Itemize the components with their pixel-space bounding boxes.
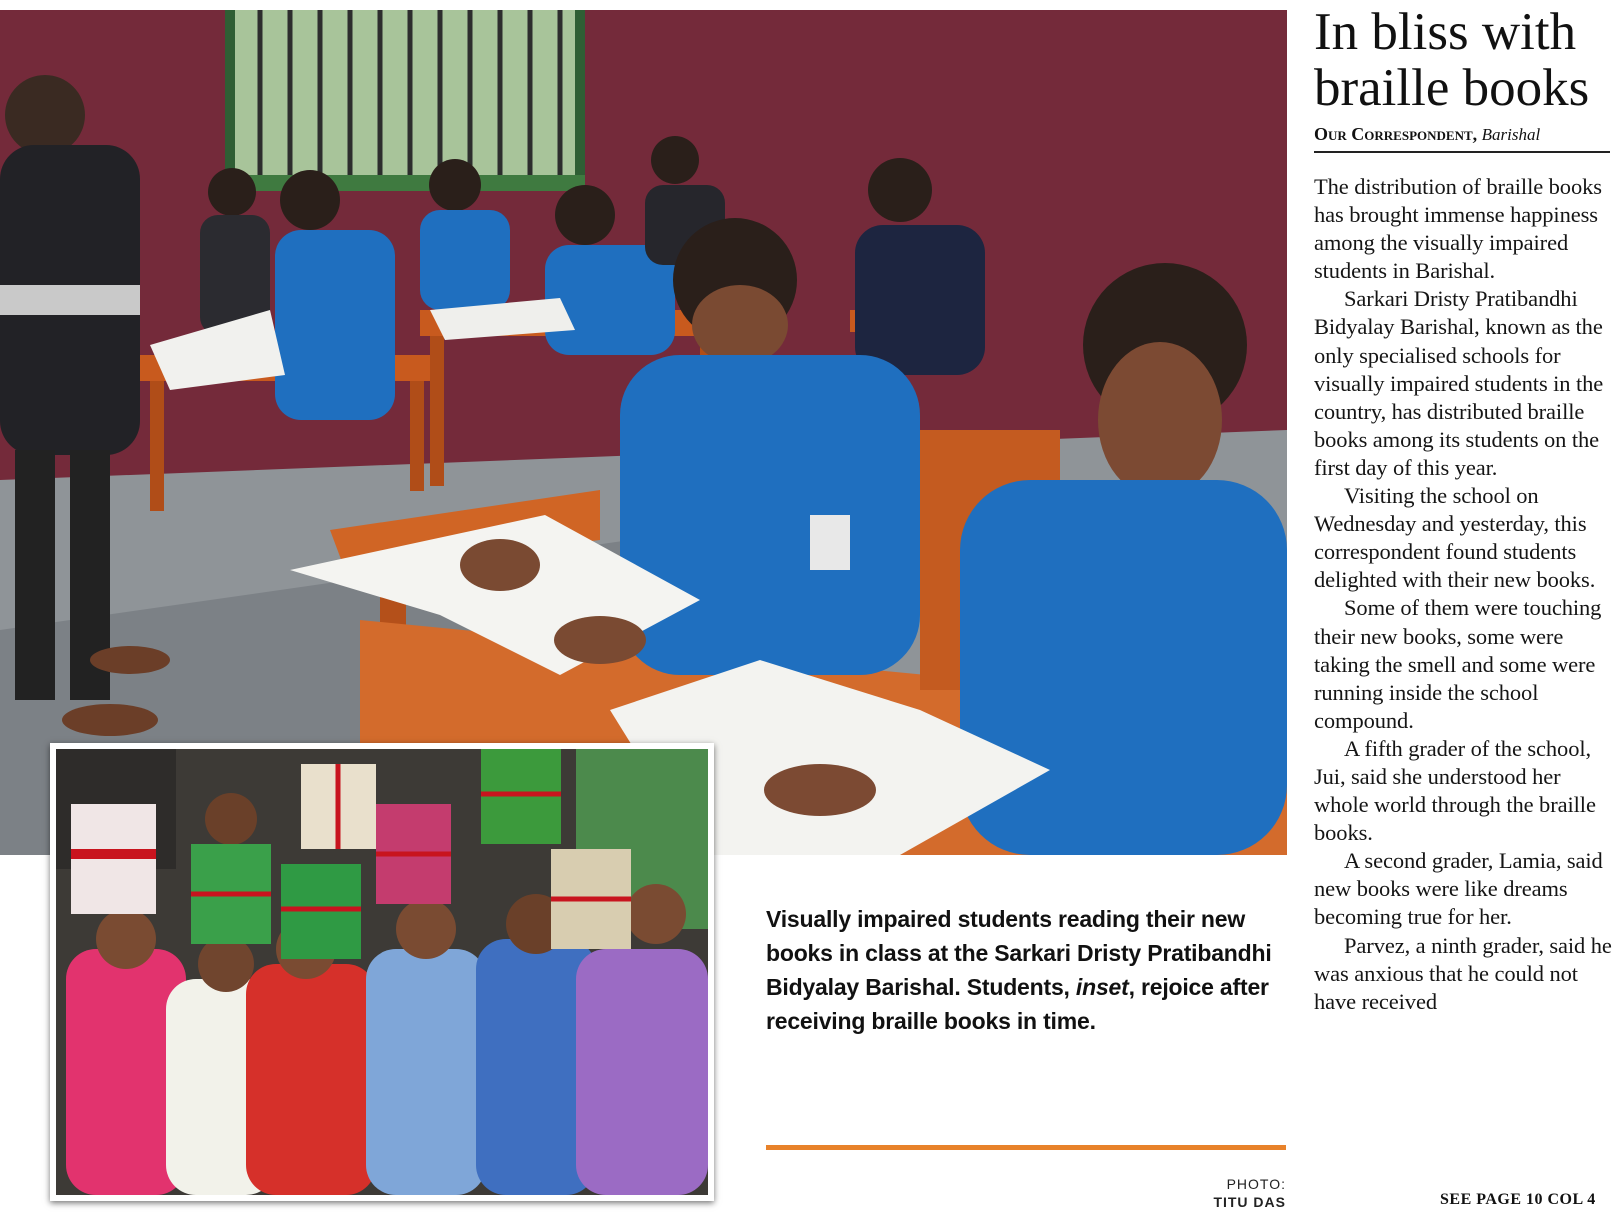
byline-author: Our Correspondent, [1314, 124, 1478, 144]
classroom-photo-illustration [0, 10, 1287, 855]
article-paragraph: Some of them were touching their new books, some were taking the smell and some were running inside the school compound. [1314, 595, 1602, 733]
caption-divider [766, 1145, 1286, 1150]
article-paragraph: Sarkari Dristy Pratibandhi Bidyalay Barishal, known as the only specialised schools for visually impaired students in the country, has distributed braille books among its students on the first day of this year. [1314, 286, 1604, 480]
byline [1314, 124, 1610, 153]
photo-credit [1213, 1175, 1286, 1211]
continued-jump-line[interactable]: SEE PAGE 10 COL 4 [1440, 1191, 1596, 1208]
caption-text-start: Visually impaired students reading their new books in class at the Sarkari Dristy Pratibandhi Bidyalay Barishal. Students, [766, 906, 1272, 1000]
photo-caption [766, 902, 1296, 1038]
article-paragraph: Parvez, a ninth grader, said he was anxious that he could not have received [1314, 932, 1612, 1014]
photo-credit-name: TITU DAS [1213, 1194, 1286, 1210]
main-photo [0, 10, 1287, 855]
article-body [1314, 173, 1614, 1016]
article-paragraph: A second grader, Lamia, said new books were like dreams becoming true for her. [1314, 848, 1603, 930]
caption-text-end: , rejoice after receiving braille books in time. [766, 974, 1269, 1034]
photo-credit-label: PHOTO: [1226, 1176, 1286, 1192]
article-paragraph: A fifth grader of the school, Jui, said she understood her whole world through the braille books. [1314, 735, 1596, 846]
article-paragraph: Visiting the school on Wednesday and yesterday, this correspondent found students delighted with their new books. [1314, 483, 1596, 593]
inset-photo [50, 743, 714, 1201]
article-paragraph: The distribution of braille books has brought immense happiness among the visually impaired students in Barishal. [1314, 174, 1602, 284]
students-with-books-illustration [56, 749, 708, 1195]
byline-place: Barishal [1481, 125, 1541, 144]
caption-inset-word: inset [1075, 974, 1129, 1000]
headline: In bliss with braille books [1314, 3, 1590, 117]
